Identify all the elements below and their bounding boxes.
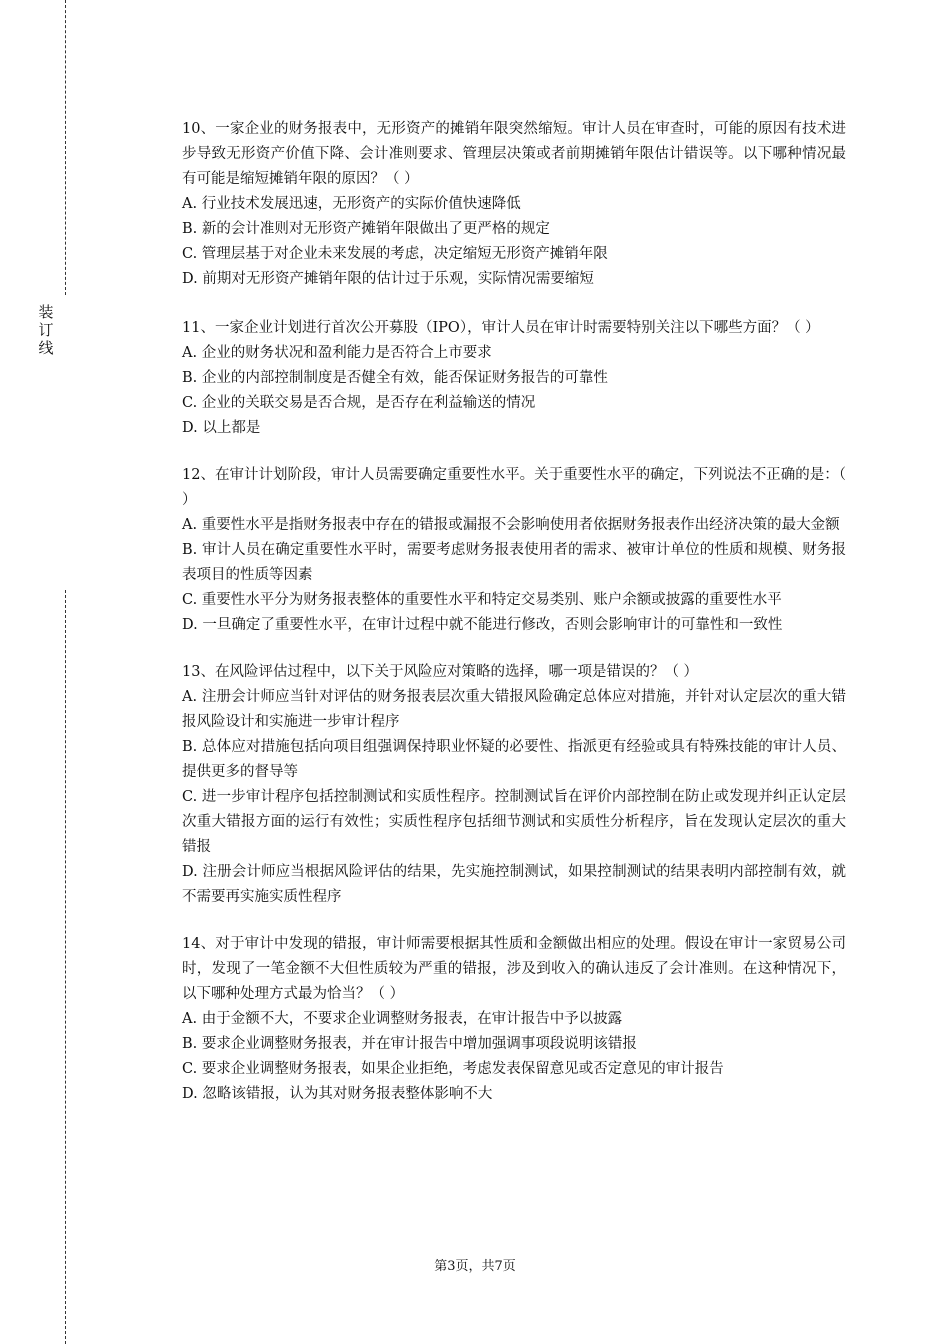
option-d: D. 前期对无形资产摊销年限的估计过于乐观，实际情况需要缩短: [182, 271, 594, 287]
option-c: C. 管理层基于对企业未来发展的考虑，决定缩短无形资产摊销年限: [182, 246, 608, 262]
option-d: D. 以上都是: [182, 420, 261, 436]
option-a: A. 企业的财务状况和盈利能力是否符合上市要求: [182, 345, 492, 361]
option-a: A. 行业技术发展迅速，无形资产的实际价值快速降低: [182, 196, 521, 212]
question-12: [182, 463, 846, 638]
option-b: B. 要求企业调整财务报表，并在审计报告中增加强调事项段说明该错报: [182, 1036, 637, 1052]
binding-line-bottom: [65, 590, 66, 1344]
question-14: [182, 932, 846, 1107]
question-11: [182, 316, 846, 441]
page-number: 第3页，共7页: [434, 1259, 516, 1274]
option-c: C. 重要性水平分为财务报表整体的重要性水平和特定交易类别、账户余额或披露的重要性水平: [182, 592, 782, 608]
option-a: A. 注册会计师应当针对评估的财务报表层次重大错报风险确定总体应对措施，并针对认定层次的重大错报风险设计和实施进一步审计程序: [182, 689, 846, 730]
option-c: C. 企业的关联交易是否合规，是否存在利益输送的情况: [182, 395, 536, 411]
question-text: 10、一家企业的财务报表中，无形资产的摊销年限突然缩短。审计人员在审查时，可能的原因有技术进步导致无形资产价值下降、会计准则要求、管理层决策或者前期摊销年限估计错误等。以下哪种情况最有可能是缩短摊销年限的原因？（ ）: [182, 121, 846, 187]
option-b: B. 企业的内部控制制度是否健全有效，能否保证财务报告的可靠性: [182, 370, 608, 386]
question-text: 14、对于审计中发现的错报，审计师需要根据其性质和金额做出相应的处理。假设在审计一家贸易公司时，发现了一笔金额不大但性质较为严重的错报，涉及到收入的确认违反了会计准则。在这种情况下，以下哪种处理方式最为恰当？（ ）: [182, 936, 846, 1002]
option-b: B. 新的会计准则对无形资产摊销年限做出了更严格的规定: [182, 221, 550, 237]
question-text: 11、一家企业计划进行首次公开募股（IPO），审计人员在审计时需要特别关注以下哪些方面？（ ）: [182, 320, 820, 336]
option-b: B. 总体应对措施包括向项目组强调保持职业怀疑的必要性、指派更有经验或具有特殊技能的审计人员、提供更多的督导等: [182, 739, 846, 780]
binding-label: 装订线: [38, 303, 54, 357]
option-c: C. 进一步审计程序包括控制测试和实质性程序。控制测试旨在评价内部控制在防止或发现并纠正认定层次重大错报方面的运行有效性；实质性程序包括细节测试和实质性分析程序，旨在发现认定层次的重大错报: [182, 789, 846, 855]
question-text: 12、在审计计划阶段，审计人员需要确定重要性水平。关于重要性水平的确定，下列说法不正确的是：（ ）: [182, 467, 846, 508]
binding-line-top: [65, 0, 66, 295]
option-d: D. 注册会计师应当根据风险评估的结果，先实施控制测试，如果控制测试的结果表明内部控制有效，就不需要再实施实质性程序: [182, 864, 846, 905]
option-d: D. 一旦确定了重要性水平，在审计过程中就不能进行修改，否则会影响审计的可靠性和一致性: [182, 617, 783, 633]
option-a: A. 重要性水平是指财务报表中存在的错报或漏报不会影响使用者依据财务报表作出经济决策的最大金额: [182, 517, 840, 533]
option-d: D. 忽略该错报，认为其对财务报表整体影响不大: [182, 1086, 493, 1102]
question-list: [182, 117, 846, 1129]
option-a: A. 由于金额不大，不要求企业调整财务报表，在审计报告中予以披露: [182, 1011, 623, 1027]
question-13: [182, 660, 846, 910]
option-c: C. 要求企业调整财务报表，如果企业拒绝，考虑发表保留意见或否定意见的审计报告: [182, 1061, 724, 1077]
question-10: [182, 117, 846, 292]
question-text: 13、在风险评估过程中，以下关于风险应对策略的选择，哪一项是错误的？（ ）: [182, 664, 699, 680]
option-b: B. 审计人员在确定重要性水平时，需要考虑财务报表使用者的需求、被审计单位的性质和规模、财务报表项目的性质等因素: [182, 542, 846, 583]
